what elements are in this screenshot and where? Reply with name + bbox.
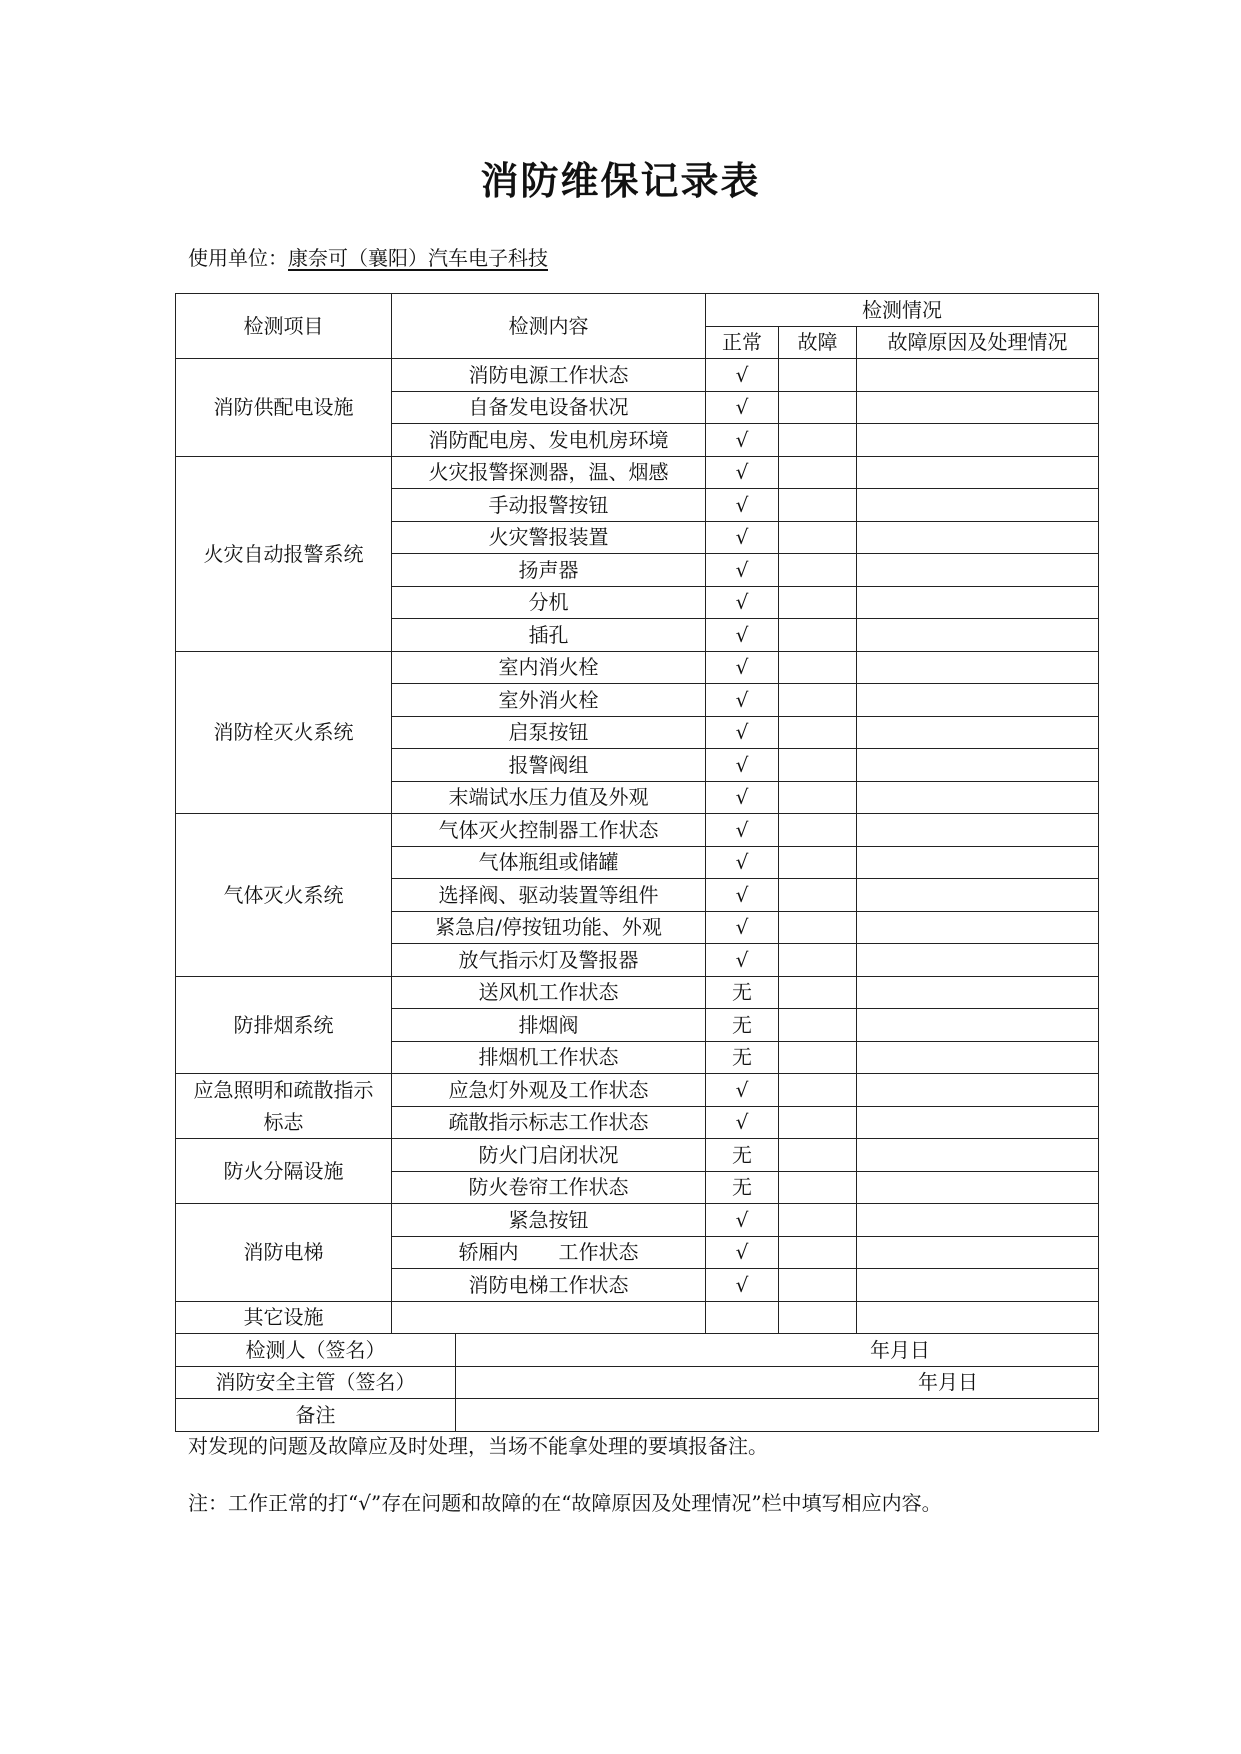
group-name: 防火分隔设施 bbox=[176, 1139, 392, 1204]
table-row bbox=[176, 456, 1099, 489]
remark-label: 备注 bbox=[176, 1399, 456, 1432]
content-cell: 放气指示灯及警报器 bbox=[392, 944, 706, 977]
reason-cell[interactable] bbox=[857, 814, 1099, 847]
header-status: 检测情况 bbox=[706, 294, 1099, 327]
table-row bbox=[176, 976, 1099, 1009]
content-cell: 消防配电房、发电机房环境 bbox=[392, 424, 706, 457]
content-cell: 插孔 bbox=[392, 619, 706, 652]
content-cell: 紧急按钮 bbox=[392, 1204, 706, 1237]
fault-cell[interactable] bbox=[779, 814, 857, 847]
supervisor-row bbox=[176, 1366, 1099, 1399]
content-cell: 送风机工作状态 bbox=[392, 976, 706, 1009]
fault-cell[interactable] bbox=[779, 651, 857, 684]
reason-cell[interactable] bbox=[857, 424, 1099, 457]
fault-cell[interactable] bbox=[779, 976, 857, 1009]
content-cell: 扬声器 bbox=[392, 554, 706, 587]
header-normal: 正常 bbox=[706, 326, 779, 359]
reason-cell[interactable] bbox=[857, 554, 1099, 587]
fault-cell[interactable] bbox=[779, 586, 857, 619]
supervisor-signature-cell[interactable] bbox=[456, 1366, 1099, 1399]
reason-cell[interactable] bbox=[857, 749, 1099, 782]
group-name: 气体灭火系统 bbox=[176, 814, 392, 977]
normal-cell[interactable]: √ bbox=[706, 814, 779, 847]
group-name: 消防供配电设施 bbox=[176, 359, 392, 457]
normal-cell[interactable]: √ bbox=[706, 1074, 779, 1107]
group-name: 消防栓灭火系统 bbox=[176, 651, 392, 814]
fault-cell[interactable] bbox=[779, 911, 857, 944]
reason-cell[interactable] bbox=[857, 944, 1099, 977]
supervisor-date: 年月日 bbox=[918, 1370, 978, 1395]
other-reason-cell[interactable] bbox=[857, 1301, 1099, 1334]
normal-cell[interactable]: √ bbox=[706, 489, 779, 522]
content-cell: 气体灭火控制器工作状态 bbox=[392, 814, 706, 847]
fault-cell[interactable] bbox=[779, 749, 857, 782]
fault-cell[interactable] bbox=[779, 489, 857, 522]
fault-cell[interactable] bbox=[779, 1074, 857, 1107]
normal-cell[interactable]: √ bbox=[706, 521, 779, 554]
reason-cell[interactable] bbox=[857, 911, 1099, 944]
reason-cell[interactable] bbox=[857, 684, 1099, 717]
table-row bbox=[176, 651, 1099, 684]
reason-cell[interactable] bbox=[857, 391, 1099, 424]
handling-note: 对发现的问题及故障应及时处理，当场不能拿处理的要填报备注。 bbox=[188, 1434, 768, 1458]
reason-cell[interactable] bbox=[857, 1106, 1099, 1139]
content-cell: 气体瓶组或储罐 bbox=[392, 846, 706, 879]
header-reason: 故障原因及处理情况 bbox=[857, 326, 1099, 359]
inspector-date: 年月日 bbox=[870, 1337, 930, 1362]
content-cell: 疏散指示标志工作状态 bbox=[392, 1106, 706, 1139]
normal-cell[interactable]: √ bbox=[706, 781, 779, 814]
normal-cell[interactable]: 无 bbox=[706, 1171, 779, 1204]
reason-cell[interactable] bbox=[857, 456, 1099, 489]
table-row bbox=[176, 1204, 1099, 1237]
header-item: 检测项目 bbox=[176, 294, 392, 359]
content-cell: 轿厢内 工作状态 bbox=[392, 1236, 706, 1269]
group-name: 应急照明和疏散指示标志 bbox=[176, 1074, 392, 1139]
fault-cell[interactable] bbox=[779, 554, 857, 587]
group-name: 火灾自动报警系统 bbox=[176, 456, 392, 651]
table-row bbox=[176, 1074, 1099, 1107]
content-cell: 排烟机工作状态 bbox=[392, 1041, 706, 1074]
content-cell: 报警阀组 bbox=[392, 749, 706, 782]
normal-cell[interactable]: √ bbox=[706, 749, 779, 782]
header-content: 检测内容 bbox=[392, 294, 706, 359]
fault-cell[interactable] bbox=[779, 456, 857, 489]
page-title: 消防维保记录表 bbox=[480, 158, 761, 203]
content-cell: 排烟阀 bbox=[392, 1009, 706, 1042]
inspector-label: 检测人（签名） bbox=[176, 1334, 456, 1367]
normal-cell[interactable]: √ bbox=[706, 684, 779, 717]
remark-row bbox=[176, 1399, 1099, 1432]
remark-cell[interactable] bbox=[456, 1399, 1099, 1432]
fault-cell[interactable] bbox=[779, 1106, 857, 1139]
fault-cell[interactable] bbox=[779, 879, 857, 912]
fault-cell[interactable] bbox=[779, 619, 857, 652]
normal-cell[interactable]: √ bbox=[706, 424, 779, 457]
normal-cell[interactable]: √ bbox=[706, 1236, 779, 1269]
table-body bbox=[176, 359, 1099, 1432]
table-row bbox=[176, 1139, 1099, 1172]
fault-cell[interactable] bbox=[779, 1204, 857, 1237]
content-cell: 紧急启/停按钮功能、外观 bbox=[392, 911, 706, 944]
table-row bbox=[176, 814, 1099, 847]
normal-cell[interactable]: √ bbox=[706, 716, 779, 749]
other-content-cell[interactable] bbox=[392, 1301, 706, 1334]
content-cell: 末端试水压力值及外观 bbox=[392, 781, 706, 814]
reason-cell[interactable] bbox=[857, 1171, 1099, 1204]
fault-cell[interactable] bbox=[779, 1171, 857, 1204]
supervisor-label: 消防安全主管（签名） bbox=[176, 1366, 456, 1399]
header-fault: 故障 bbox=[779, 326, 857, 359]
content-cell: 启泵按钮 bbox=[392, 716, 706, 749]
normal-cell[interactable]: √ bbox=[706, 359, 779, 392]
reason-cell[interactable] bbox=[857, 489, 1099, 522]
reason-cell[interactable] bbox=[857, 1236, 1099, 1269]
fault-cell[interactable] bbox=[779, 391, 857, 424]
inspector-signature-cell[interactable] bbox=[456, 1334, 1099, 1367]
content-cell: 火灾警报装置 bbox=[392, 521, 706, 554]
content-cell: 消防电源工作状态 bbox=[392, 359, 706, 392]
content-cell: 自备发电设备状况 bbox=[392, 391, 706, 424]
reason-cell[interactable] bbox=[857, 1009, 1099, 1042]
reason-cell[interactable] bbox=[857, 879, 1099, 912]
group-name: 消防电梯 bbox=[176, 1204, 392, 1302]
content-cell: 消防电梯工作状态 bbox=[392, 1269, 706, 1302]
reason-cell[interactable] bbox=[857, 1204, 1099, 1237]
reason-cell[interactable] bbox=[857, 651, 1099, 684]
fault-cell[interactable] bbox=[779, 846, 857, 879]
content-cell: 手动报警按钮 bbox=[392, 489, 706, 522]
normal-cell[interactable]: √ bbox=[706, 554, 779, 587]
inspector-row bbox=[176, 1334, 1099, 1367]
normal-cell[interactable]: √ bbox=[706, 944, 779, 977]
reason-cell[interactable] bbox=[857, 586, 1099, 619]
normal-cell[interactable]: √ bbox=[706, 586, 779, 619]
content-cell: 防火卷帘工作状态 bbox=[392, 1171, 706, 1204]
content-cell: 防火门启闭状况 bbox=[392, 1139, 706, 1172]
group-name: 防排烟系统 bbox=[176, 976, 392, 1074]
normal-cell[interactable]: √ bbox=[706, 1269, 779, 1302]
fault-cell[interactable] bbox=[779, 1041, 857, 1074]
normal-cell[interactable]: 无 bbox=[706, 1139, 779, 1172]
normal-cell[interactable]: √ bbox=[706, 879, 779, 912]
fault-cell[interactable] bbox=[779, 1009, 857, 1042]
unit-label: 使用单位： bbox=[188, 246, 288, 270]
reason-cell[interactable] bbox=[857, 521, 1099, 554]
unit-line bbox=[188, 242, 548, 271]
normal-cell[interactable]: 无 bbox=[706, 1009, 779, 1042]
fault-cell[interactable] bbox=[779, 521, 857, 554]
reason-cell[interactable] bbox=[857, 781, 1099, 814]
other-facilities-label: 其它设施 bbox=[176, 1301, 392, 1334]
fault-cell[interactable] bbox=[779, 716, 857, 749]
other-normal-cell[interactable] bbox=[706, 1301, 779, 1334]
normal-cell[interactable]: 无 bbox=[706, 1041, 779, 1074]
normal-cell[interactable]: √ bbox=[706, 911, 779, 944]
reason-cell[interactable] bbox=[857, 1139, 1099, 1172]
other-facilities-row bbox=[176, 1301, 1099, 1334]
normal-cell[interactable]: √ bbox=[706, 1204, 779, 1237]
reason-cell[interactable] bbox=[857, 1074, 1099, 1107]
table-row bbox=[176, 359, 1099, 392]
normal-cell[interactable]: √ bbox=[706, 391, 779, 424]
content-cell: 分机 bbox=[392, 586, 706, 619]
reason-cell[interactable] bbox=[857, 359, 1099, 392]
reason-cell[interactable] bbox=[857, 1041, 1099, 1074]
fault-cell[interactable] bbox=[779, 781, 857, 814]
content-cell: 室外消火栓 bbox=[392, 684, 706, 717]
maintenance-table bbox=[175, 293, 1099, 1432]
normal-cell[interactable]: √ bbox=[706, 619, 779, 652]
normal-cell[interactable]: √ bbox=[706, 846, 779, 879]
content-cell: 火灾报警探测器，温、烟感 bbox=[392, 456, 706, 489]
content-cell: 室内消火栓 bbox=[392, 651, 706, 684]
content-cell: 选择阀、驱动装置等组件 bbox=[392, 879, 706, 912]
reason-cell[interactable] bbox=[857, 716, 1099, 749]
content-cell: 应急灯外观及工作状态 bbox=[392, 1074, 706, 1107]
unit-value: 康奈可（襄阳）汽车电子科技 bbox=[288, 246, 548, 270]
reason-cell[interactable] bbox=[857, 846, 1099, 879]
normal-cell[interactable]: √ bbox=[706, 456, 779, 489]
fault-cell[interactable] bbox=[779, 1236, 857, 1269]
reason-cell[interactable] bbox=[857, 619, 1099, 652]
fault-cell[interactable] bbox=[779, 944, 857, 977]
fault-cell[interactable] bbox=[779, 424, 857, 457]
fault-cell[interactable] bbox=[779, 1269, 857, 1302]
normal-cell[interactable]: 无 bbox=[706, 976, 779, 1009]
reason-cell[interactable] bbox=[857, 976, 1099, 1009]
fault-cell[interactable] bbox=[779, 359, 857, 392]
other-fault-cell[interactable] bbox=[779, 1301, 857, 1334]
fault-cell[interactable] bbox=[779, 1139, 857, 1172]
footnote: 注：工作正常的打“√”存在问题和故障的在“故障原因及处理情况”栏中填写相应内容。 bbox=[188, 1491, 942, 1515]
normal-cell[interactable]: √ bbox=[706, 651, 779, 684]
reason-cell[interactable] bbox=[857, 1269, 1099, 1302]
fault-cell[interactable] bbox=[779, 684, 857, 717]
normal-cell[interactable]: √ bbox=[706, 1106, 779, 1139]
